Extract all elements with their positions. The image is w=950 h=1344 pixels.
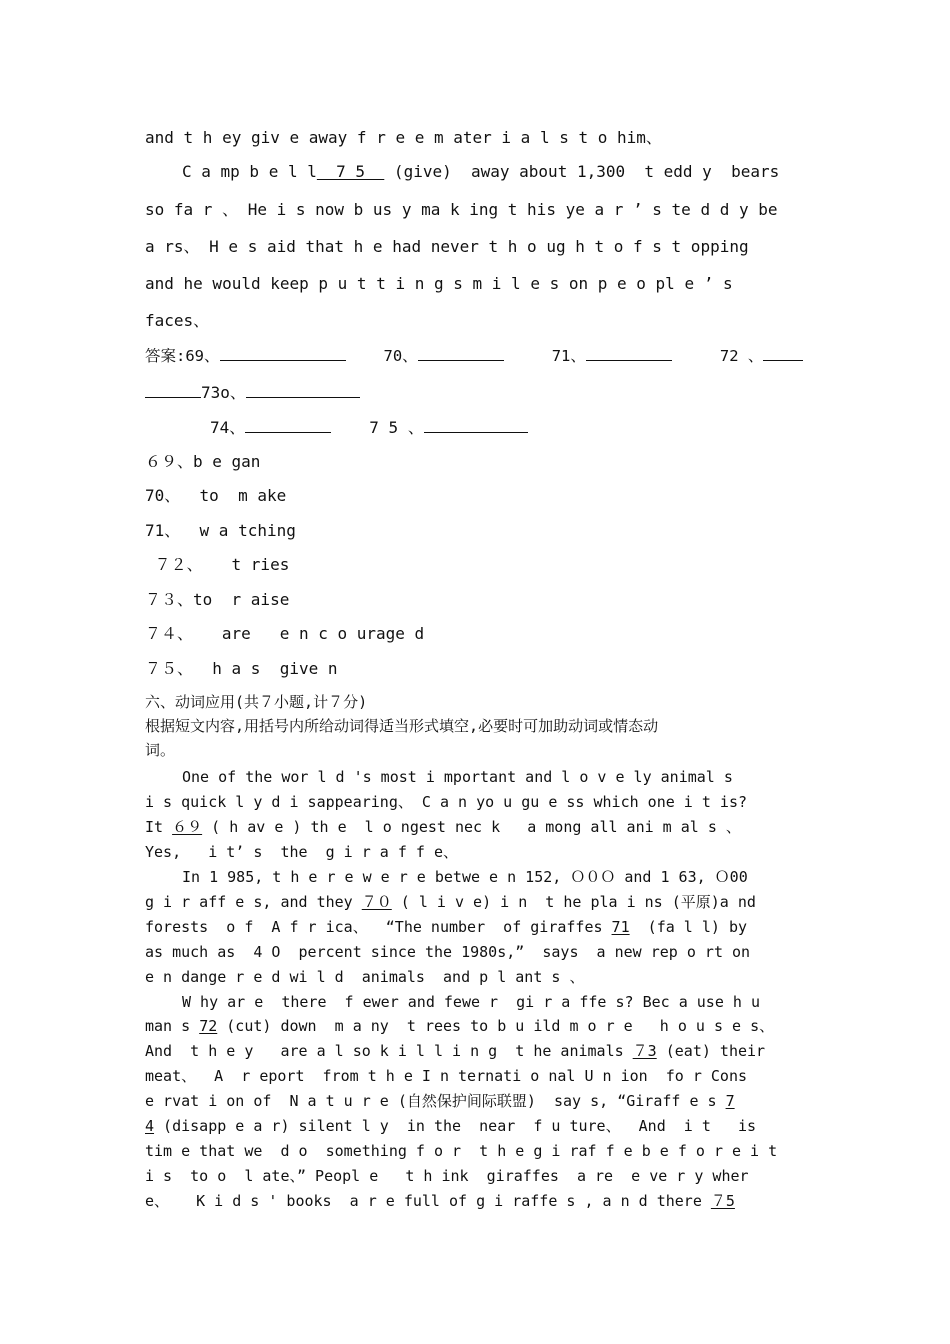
blank-69: ６９ [172,818,203,836]
answer-number: 70、 [383,347,418,365]
passage-line [145,1192,807,1211]
answer-item: ７３、to r aise [145,590,290,609]
passage-line: Yes, i t’ s the g i r a f f e、 [145,843,459,861]
blank-74-part1: 7 [725,1092,735,1110]
answer-blank [246,383,360,398]
answer-blank [245,418,331,433]
answer-sheet-row [210,418,807,438]
answer-blank [763,346,803,361]
answer-number: 7 5 、 [369,418,424,437]
answer-label: 答案: [145,347,186,365]
passage-line [145,918,807,937]
answer-blank [145,383,201,398]
blank-75: 7 5 [316,162,385,181]
answer-blank [220,346,346,361]
answer-item: 71、 w a tching [145,521,296,540]
passage-line: In 1 985, t h e r e w e r e betwe e n 152, Ｏ０Ｏ and 1 63, Ｏ00 [182,868,748,886]
blank-73: ７3 [632,1042,657,1060]
blank-70: ７０ [361,893,392,911]
passage-text: And t h e y are a l so k i l l i n g t he animals [145,1042,633,1060]
passage-text: (cut) down m a ny t rees to b u ild m o r e h o u s e s、 [217,1017,775,1035]
section-instructions: 词。 [145,741,176,759]
passage-text: e rvat i on of N a t u r e (自然保护间际联盟) say s, “Giraff e s [145,1092,726,1110]
passage-text: forests o f A f r ica、 “The number of giraffes [145,918,612,936]
passage-text: ( l i v e) i n t he pla i ns (平原)a nd [391,893,756,911]
passage-text: e、 K i d s ' books a r e full of g i raffe s , a n d there [145,1192,711,1210]
passage-line: and he would keep p u t t i n g s m i l e s on p e o pl e ’ s [145,274,733,293]
passage-text: C a mp b e l l [182,162,317,181]
passage-line: as much as 4 O percent since the 1980s,” says a new rep o rt on [145,943,751,961]
passage-line: and t h ey giv e away f r e e m ater i a l s t o him、 [145,128,662,147]
passage-line: i s quick l y d i sappearing、 C a n yo u gu e ss which one i t is? [145,793,747,811]
passage-line: One of the wor l d 's most i mportant and l o v e ly animal s [182,768,733,786]
passage-line [145,1042,807,1061]
passage-line [145,1117,807,1136]
passage-text: (give) away about 1,300 t edd y bears [384,162,780,181]
answer-blank [424,418,528,433]
passage-line: so fa r 、 He i s now b us y ma k ing t his ye a r ’ s te d d y be [145,200,778,219]
answer-number: 74、 [210,418,246,437]
answer-number: 72 、 [719,347,764,365]
answer-sheet-row [145,346,807,366]
blank-75: ７5 [710,1192,735,1210]
section-title: 六、动词应用(共７小题,计７分) [145,693,368,711]
passage-line: i s to o l ate、” Peopl e t h ink giraffes a re e ve r y wher [145,1167,749,1185]
passage-text: man s [145,1017,200,1035]
passage-line: meat、 A r eport from t h e I n ternati o nal U n ion fo r Cons [145,1067,747,1085]
section-instructions: 根据短文内容,用括号内所给动词得适当形式填空,必要时可加助动词或情态动 [145,717,659,735]
passage-line [145,1092,807,1111]
blank-71: 71 [611,918,630,936]
answer-blank [586,346,672,361]
passage-line [145,818,807,837]
answer-item: ７２、 t ries [145,555,290,574]
passage-text: (fa l l) by [629,918,748,936]
answer-item: ７４、 are e n c o urage d [145,624,425,643]
passage-line [145,893,807,912]
blank-74-part2: 4 [145,1117,155,1135]
answer-number: 69、 [185,347,220,365]
answer-item: ７５、 h a s give n [145,659,338,678]
answer-item: ６９、b e gan [145,452,261,471]
passage-text: (eat) their [656,1042,766,1060]
passage-line: faces、 [145,311,210,330]
passage-text: It [145,818,173,836]
blank-72: 72 [199,1017,218,1035]
passage-line: W hy ar e there f ewer and fewe r gi r a ffe s? Bec a use h u [182,993,760,1011]
passage-text: (disapp e a r) silent l y in the near f u ture、 And i t is [154,1117,757,1135]
answer-sheet-row [145,383,807,403]
passage-line: e n dange r e d wi l d animals and p l ant s 、 [145,968,585,986]
answer-number: 71、 [551,347,586,365]
passage-text: ( h av e ) th e l o ngest nec k a mong all ani m al s 、 [202,818,741,836]
passage-line [145,1017,807,1036]
passage-text: g i r aff e s, and they [145,893,362,911]
passage-line: tim e that we d o something f o r t h e g i raf f e b e f o r e i t [145,1142,778,1160]
answer-number: 73o、 [201,383,246,402]
answer-blank [418,346,504,361]
answer-item: 70、 to m ake [145,486,287,505]
passage-line [182,162,807,182]
passage-line: a rs、 H e s aid that h e had never t h o ug h t o f s t opping [145,237,749,256]
